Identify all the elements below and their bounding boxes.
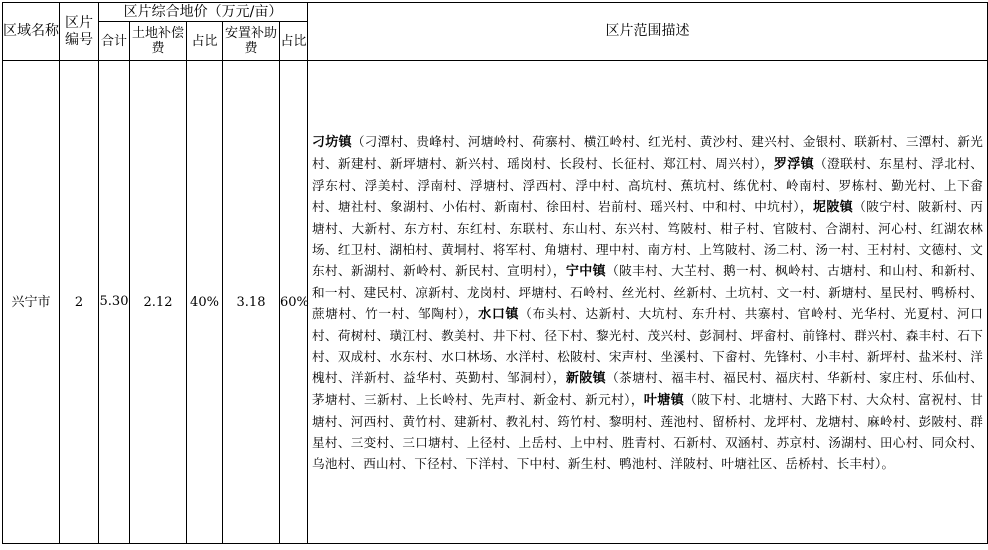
header-total: 合计 [99, 22, 130, 61]
cell-total: 5.30 [99, 61, 130, 544]
header-resettle: 安置补助费 [223, 22, 280, 61]
header-region-name: 区域名称 [3, 3, 60, 61]
town-villages: （陂宁村、陂新村、丙塘村、大新村、东方村、东红村、东联村、东山村、东兴村、笃陂村、柑子村、官陂村、合湖村、河心村、红湖农林场、红卫村、湖柏村、黄垌村、将军村、角塘村、理中村、南方村、上笃陂村、汤二村、汤一村、王村村、文德村、文东村、新湖村、新岭村、新民村、宣明村）， [312, 198, 984, 278]
header-zone-no: 区片编号 [60, 3, 99, 61]
cell-ratio-1: 40% [187, 61, 223, 544]
town-villages: （陂下村、北塘村、大路下村、大众村、富祝村、甘塘村、河西村、黄竹村、建新村、教礼村、筠竹村、黎明村、莲池村、留桥村、龙坪村、龙塘村、麻岭村、彭陂村、群星村、三变村、三口塘村、上径村、上岳村、上中村、胜青村、石新村、双涵村、苏京村、汤湖村、田心村、同众村、乌池村、西山村、下径村、下洋村、下中村、新生村、鸭池村、洋陂村、叶塘社区、岳桥村、长丰村）。 [312, 391, 984, 471]
cell-region: 兴宁市 [3, 61, 60, 544]
town-name: 水口镇 [478, 306, 520, 322]
town-name: 刁坊镇 [312, 134, 352, 150]
header-group-title: 区片综合地价（万元/亩） [99, 3, 308, 22]
town-villages: （茶塘村、福丰村、福民村、福庆村、华新村、家庄村、乐仙村、茅塘村、三新村、上长岭村、先声村、新金村、新元村）， [312, 369, 984, 407]
town-name: 罗浮镇 [773, 156, 815, 172]
header-ratio-1: 占比 [187, 22, 223, 61]
header-ratio-2: 占比 [280, 22, 308, 61]
cell-ratio-2: 60% [280, 61, 308, 544]
land-price-table [2, 2, 988, 544]
town-villages: （陂丰村、大芏村、鹅一村、枫岭村、古塘村、和山村、和新村、和一村、建民村、凉新村、龙岗村、坪塘村、石岭村、丝光村、丝新村、土坑村、文一村、新塘村、星民村、鸭桥村、蔗塘村、竹一村、邹陶村）， [312, 262, 984, 321]
cell-resettle: 3.18 [223, 61, 280, 544]
header-land-comp: 土地补偿费 [130, 22, 187, 61]
town-name: 坭陂镇 [812, 199, 854, 215]
header-desc: 区片范围描述 [308, 3, 988, 61]
town-name: 新陂镇 [565, 370, 607, 386]
cell-description [308, 61, 988, 544]
town-villages: （刁潭村、贵峰村、河塘岭村、荷寨村、横江岭村、红光村、黄沙村、建兴村、金银村、联新村、三潭村、新光村、新建村、新坪塘村、新兴村、瑶岗村、长段村、长征村、郑江村、周兴村）， [312, 133, 984, 171]
town-name: 宁中镇 [565, 263, 607, 279]
town-villages: （布头村、达新村、大坑村、东升村、共寨村、官岭村、光华村、光夏村、河口村、荷树村、璜江村、教美村、井下村、径下村、黎光村、茂兴村、彭洞村、坪畲村、前锋村、群兴村、森丰村、石下村、双成村、水东村、水口林场、水洋村、松陂村、宋声村、坐溪村、下畲村、先锋村、小丰村、新坪村、盐米村、洋槐村、洋新村、益华村、英勤村、邹洞村）， [312, 305, 984, 385]
town-villages: （澄联村、东星村、浮北村、浮东村、浮美村、浮南村、浮塘村、浮西村、浮中村、高坑村、蕉坑村、练优村、岭南村、罗栋村、勤光村、上下畲村、塘社村、象湖村、小佑村、新南村、徐田村、岩前村、瑶兴村、中和村、中坑村）， [312, 155, 984, 214]
cell-land-comp: 2.12 [130, 61, 187, 544]
cell-zone: 2 [60, 61, 99, 544]
town-name: 叶塘镇 [643, 392, 685, 408]
